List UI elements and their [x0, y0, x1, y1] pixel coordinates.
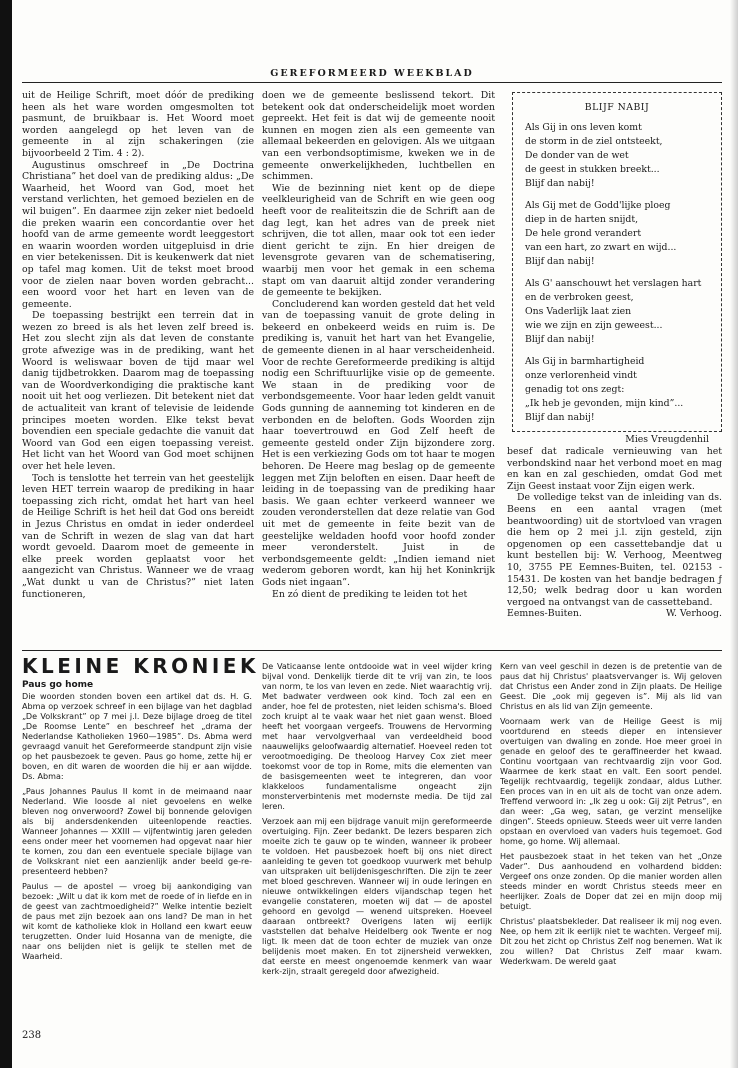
page-number: 238	[22, 1030, 42, 1041]
header-rule	[22, 82, 722, 83]
paragraph: Concluderend kan worden gesteld dat het veld van de toepassing vanuit de grote deling in bekeerd en onbekeerd weids en ruim is. De prediking is, vanuit het hart van het Evangelie, de gemeente dienen in al haar verscheidenheid. Voor de rechte Gereformeerde prediking is altijd nodig een Schriftuurlijke visie op de gemeente. We staan in de prediking voor de verbondsgemeente. Voor haar leden geldt vanuit Gods gunning de aanneming tot kinderen en de verbonden en de beloften. Gods Woorden zijn haar toevertrouwd en God Zelf heeft de gemeente gesteld onder Zijn bijzondere zorg. Het is een verkiezing Gods om tot haar te mogen behoren. De Heere mag beslag op de gemeente leggen met Zijn beloften en eisen. Daar heeft de leiding in de toepassing van de prediking haar basis. We gaan echter verkeerd wanneer we zouden veronderstellen dat deze relatie van God uit met de gemeente in feite bezit van de geestelijke weldaden hoofd voor hoofd zonder meer veronderstelt. Juist in de verbondsgemeente geldt: „Indien iemand niet wederom geboren wordt, kan hij het Koninkrijk Gods niet ingaan”.	[262, 298, 495, 588]
poem-line: van een hart, zo zwart en wijd...	[525, 242, 677, 253]
kroniek-column-1	[22, 680, 252, 1014]
poem-line: Blijf dan nabij!	[525, 412, 595, 423]
poem-line: de geest in stukken breekt...	[525, 164, 660, 175]
running-header: GEREFORMEERD WEEKBLAD	[270, 68, 474, 79]
poem-line: Als G' aanschouwt het verslagen hart	[525, 278, 702, 289]
paragraph: doen we de gemeente beslissend tekort. Dit betekent ook dat onderscheidelijk moet worden gepreekt. Het feit is dat wij de gemeente nooit kunnen en mogen zien als een gemeente van allemaal bekeerden en gelovigen. Als we uitgaan van een verbondsoptimisme, kweken we in de gemeente onwerkelijkheden, luchtbellen en schimmen.	[262, 90, 495, 183]
paragraph: Kern van veel geschil in dezen is de pretentie van de paus dat hij Christus' plaatsvervanger is. Wij geloven dat Christus een Ander zond in Zijn plaats. De Heilige Geest. Die „ook mij gegeven is”. Mij als lid van Christus en als lid van Zijn gemeente.	[500, 662, 722, 711]
paragraph: De toepassing bestrijkt een terrein dat in wezen zo breed is als het leven zelf breed is. Het zou slecht zijn als dat leven de constante grote afwezige was in de prediking, want het Woord is weliswaar boven de tijd maar wel danig tijdbetrokken. Daarom mag de toepassing van de Woordverkondiging die praktische kant nooit uit het oog verliezen. Dit betekent niet dat de actualiteit van krant of televisie de leidende principes moeten worden. Elke tekst bevat bovendien een speciale gedachte die vanuit dat Woord van God een eigen toepassing vereist. Het licht van het Woord van God moet schijnen over het hele leven.	[22, 310, 254, 472]
poem-line: de storm in de ziel ontsteekt,	[525, 136, 663, 147]
scan-edge-left	[0, 0, 12, 1068]
poem-title: BLIJF NABIJ	[584, 102, 650, 113]
paragraph: Paulus — de apostel — vroeg bij aankondiging van bezoek: „Wilt u dat ik kom met de roede of in liefde en in de geest van zachtmoedigheid?” Welke intentie bezielt de paus met zijn bezoek aan ons land? De man in het wit komt de katholieke klok in Holland een kwart eeuw terugzetten. Onder luid Hosanna van de menigte, die naar ons belijden niet is gelijk te stellen met de Waarheid.	[22, 882, 252, 961]
paragraph: Voornaam werk van de Heilige Geest is mij voortdurend en steeds dieper en intensiever overtuigen van dwaling en zonde. Hoe meer groei in genade en geloof des te geraffineerder het kwaad. Continu voortgaan van rechtvaardig zijn voor God. Waarmee de kerk staat en valt. Een soort pendel. Tegelijk rechtvaardig, tegelijk zondaar, aldus Luther. Een proces van in en uit als de tocht van onze adem. Treffend verwoord in: „Ik zeg u ook: Gij zijt Petrus”, en dan weer: „Ga weg, satan, ge verzint menselijke dingen”. Steeds opnieuw. Steeds weer uit verre landen opstaan en overvloed van vaders huis tegemoet. God home, go home. Wij allemaal.	[500, 717, 722, 846]
poem-box	[512, 92, 722, 445]
poem-line: Als Gij in barmhartigheid	[525, 356, 645, 367]
paragraph: De Vaticaanse lente ontdooide wat in veel wijder kring bijval vond. Denkelijk tierde dit te vrij van zin, te loos van norm, te los van leven en zede. Niet waarachtig vrij. Met badwater verdween ook kind. Toch zal een en ander, hoe fel de protesten, niet leiden schisma's. Bloed zoch kruipt al te vaak waar het niet gaan wenst. Bloed heeft het voorgaan vergeefs. Trouwens de Hervorming met haar vervolgverhaal van verdeeldheid bood naauwelijks geloofwaardig alternatief. Hoeveel reden tot verootmoediging. De theoloog Harvey Cox ziet meer toekomst voor de top in Rome, mits die elementen van de basisgemeenten weet te integreren, dan voor klakkeloos fundamentalisme ongeacht zijn monsterverbintenis met modernste media. De tijd zal leren.	[262, 662, 492, 811]
paragraph: Wie de bezinning niet kent op de diepe veelkleurigheid van de Schrift en wie geen oog heeft voor de realiteitszin die de Schrift aan de dag legt, kan het adres van de preek niet schrijven, die tot allen, maar ook tot een ieder dient gericht te zijn. En hier dreigen de levensgrote gevaren van de schematisering, waarbij men voor het gemak in een schema stapt om van daaruit altijd zonder verandering de gemeente te bekijken.	[262, 182, 495, 299]
poem-line: en de verbroken geest,	[525, 292, 634, 303]
paragraph: De volledige tekst van de inleiding van ds. Beens en een aantal vragen (met beantwoording) uit de stortvloed van vragen die hem op 2 mei j.l. zijn gesteld, zijn opgenomen op een cassettebandje dat u kunt bestellen bij: W. Verhoog, Meentweg 10, 3755 PE Eemnes-Buiten, tel. 02153 - 15431. De kosten van het bandje bedragen ƒ 12,50; welk bedrag door u kan worden vergoed na ontvangst van de cassetteband.	[507, 492, 722, 608]
paragraph: besef dat radicale vernieuwing van het verbondskind naar het verbond moet en mag en kan en zal geschieden, omdat God met Zijn Geest instaat voor Zijn eigen werk.	[507, 446, 722, 492]
paragraph: Toch is tenslotte het terrein van het geestelijk leven HET terrein waarop de prediking in haar toepassing zich richt, omdat het hart van heel de Heilige Schrift is het heil dat God ons bereidt in Jezus Christus en omdat in ieder onderdeel van de Schrift in wezen de slag van dat hart wordt gevoeld. Daarom moet de gemeente in elke preek worden geplaatst voor het aangezicht van Christus. Wanneer we de vraag „Wat dunkt u van de Christus?” niet laten functioneren,	[22, 472, 254, 600]
paragraph: Augustinus omschreef in „De Doctrina Christiana” het doel van de prediking aldus: „De Waarheid, het Woord van God, moet het verstand verlichten, het gemoed bezielen en de wil buigen”. En daarmee zijn zeker niet bedoeld die preken waarin een concordantie over het hoofd van de arme gemeente wordt leeggestort en waarin woorden worden uitgepluisd in drie en vier betekenissen. Dit is keukenwerk dat niet op tafel mag komen. Uit de tekst moet brood voor de zielen naar boven worden gebracht... een woord voor het hart en leven van de gemeente.	[22, 159, 254, 310]
signature-name: W. Verhoog.	[665, 608, 722, 620]
poem-line: onze verlorenheid vindt	[525, 370, 637, 381]
poem-stanza	[525, 355, 709, 425]
poem-stanza	[525, 121, 709, 191]
signature-place: Eemnes-Buiten.	[507, 608, 582, 620]
poem-line: Als Gij in ons leven komt	[525, 122, 642, 133]
paragraph: Verzoek aan mij een bijdrage vanuit mijn gereformeerde overtuiging. Fijn. Zeer bedankt. De lezers besparen zich moeite zich te gauw op te winden, wanneer ik probeer te voldoen. Het pausbezoek hoeft bij ons niet direct aanleiding te geven tot goedkoop vuurwerk met behulp van uitspraken uit belijdenisgeschriften. Die zijn te zeer met bloed geschreven. Wanneer wij in oude leringen en nieuwe ontwikkelingen elders vijandschap tegen het evangelie constateren, moeten wij dat — de apostel gehoord en gevolgd — wenend uitspreken. Hoeveel daaraan ontbreekt? Overigens laten wij eerlijk vaststellen dat behalve Heidelberg ook Twente er nog ligt. Ik meen dat de toon echter de muziek van onze belijdenis moet maken. En tot zijnersheid verwekken, dat eerste en meest ongenoemde kenmerk van waar kerk-zijn, straalt geregeld door afwezigheid.	[262, 817, 492, 976]
poem-author: Mies Vreugdenhil	[625, 434, 709, 445]
poem-line: „Ik heb je gevonden, mijn kind”...	[525, 398, 684, 409]
section-divider	[22, 650, 722, 651]
signature-row	[507, 608, 722, 620]
poem-stanza	[525, 199, 709, 269]
kroniek-column-3	[500, 662, 722, 1014]
article-column-1	[22, 90, 254, 645]
poem-line: Ons Vaderlijk laat zien	[525, 306, 632, 317]
poem-line: Blijf dan nabij!	[525, 256, 595, 267]
poem-line: genadig tot ons zegt:	[525, 384, 625, 395]
poem-line: Blijf dan nabij!	[525, 334, 595, 345]
poem-stanza	[525, 277, 709, 347]
paragraph: „Paus Johannes Paulus II komt in de meimaand naar Nederland. Wie loosde al niet gevoelens en welke bleven nog onverwoord? Zowel bij bonnende gelovigen als bij andersdenkenden uiteenlopende reacties. Wanneer Johannes — XXIII — vijfentwintig jaren geleden eens onder meer het voornemen had opgevat naar hier te komen, zou dan een eventuele speciale bijlage van de Volkskrant niet een aanzienlijk ander beeld ge-re-presenteerd hebben?	[22, 787, 252, 876]
paragraph: En zó dient de prediking te leiden tot het	[272, 588, 468, 600]
paragraph: Het pausbezoek staat in het teken van het „Onze Vader”. Dus aanhoudend en volhardend bidden: Vergeef ons onze zonden. Op die manier worden allen steeds minder en wordt Christus steeds meer en heerlijker. Zoals de Doper dat zei en mijn doop mij betuigt.	[500, 852, 722, 911]
article-column-3	[507, 446, 722, 646]
paragraph: Die woorden stonden boven een artikel dat ds. H. G. Abma op verzoek schreef in een bijlage van het dagblad „De Volkskrant” op 7 mei j.l. Deze bijlage droeg de titel „De Roomse Lente” en beschreef het „drama der Nederlandse Katholieken 1960—1985”. Ds. Abma werd gevraagd vanuit het Gereformeerde standpunt zijn visie op het pausbezoek te geven. Paus go home, zette hij er boven, en dit waren de woorden die hij er aan wijdde. Ds. Abma:	[22, 692, 252, 781]
poem-line: Als Gij met de Godd'lijke ploeg	[525, 200, 671, 211]
paragraph: Christus' plaatsbekleder. Dat realiseer ik mij nog even. Nee, op hem zit ik eerlijk niet te wachten. Vergeef mij. Dit zou het zicht op Christus Zelf nog benemen. Wat ik zou willen? Dat Christus Zelf maar kwam. Wederkwam. De wereld gaat	[500, 917, 722, 966]
section-title: KLEINE KRONIEK	[22, 654, 259, 678]
scan-edge-right	[730, 0, 738, 1068]
poem-line: De hele grond verandert	[525, 228, 642, 239]
poem-line: De donder van de wet	[525, 150, 629, 161]
poem-line: Blijf dan nabij!	[525, 178, 595, 189]
poem-line: diep in de harten snijdt,	[525, 214, 639, 225]
subheading: Paus go home	[22, 680, 94, 690]
poem-line: wie we zijn en zijn geweest...	[525, 320, 663, 331]
paragraph: uit de Heilige Schrift, moet dóór de prediking heen als het ware worden omgesmolten tot pasmunt, de bruikbaar is. Het Woord moet worden aangelegd op het leven van de gemeente in al zijn schakeringen (zie bijvoorbeeld 2 Tim. 4 : 2).	[22, 90, 254, 159]
kroniek-column-2	[262, 662, 492, 1014]
article-column-2	[262, 90, 495, 645]
